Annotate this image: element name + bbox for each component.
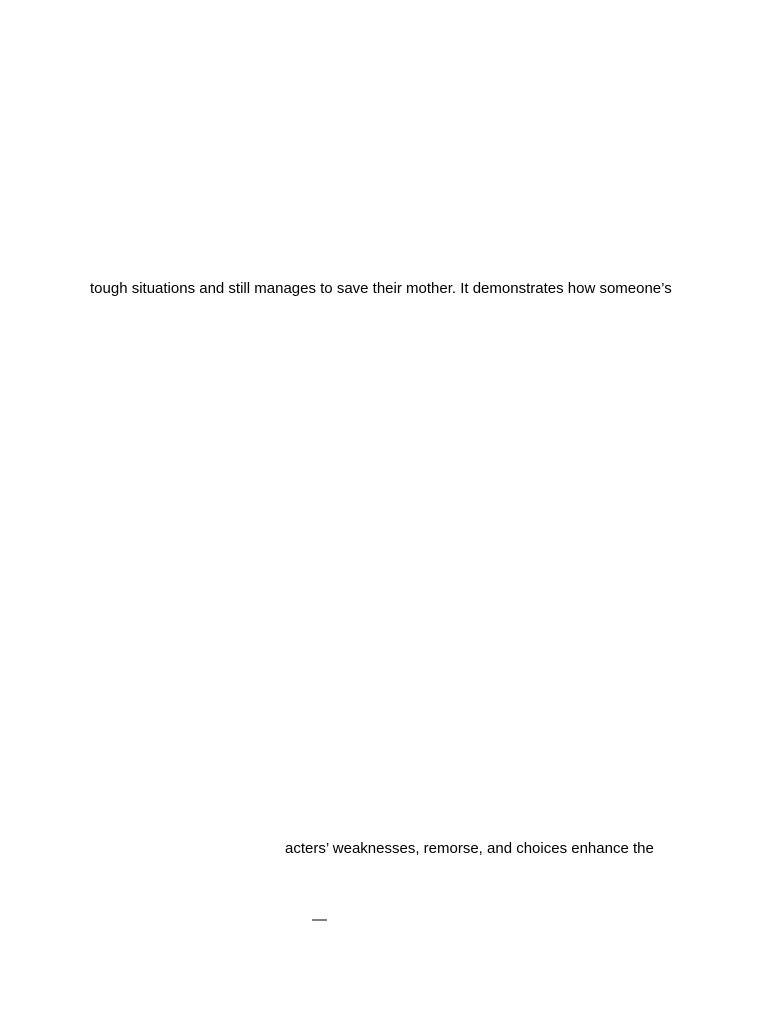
document-text-line: acters’ weaknesses, remorse, and choices enhance the [285, 840, 654, 857]
em-dash-text: — [312, 911, 327, 928]
document-text-line: tough situations and still manages to save their mother. It demonstrates how someone’s [90, 280, 672, 297]
